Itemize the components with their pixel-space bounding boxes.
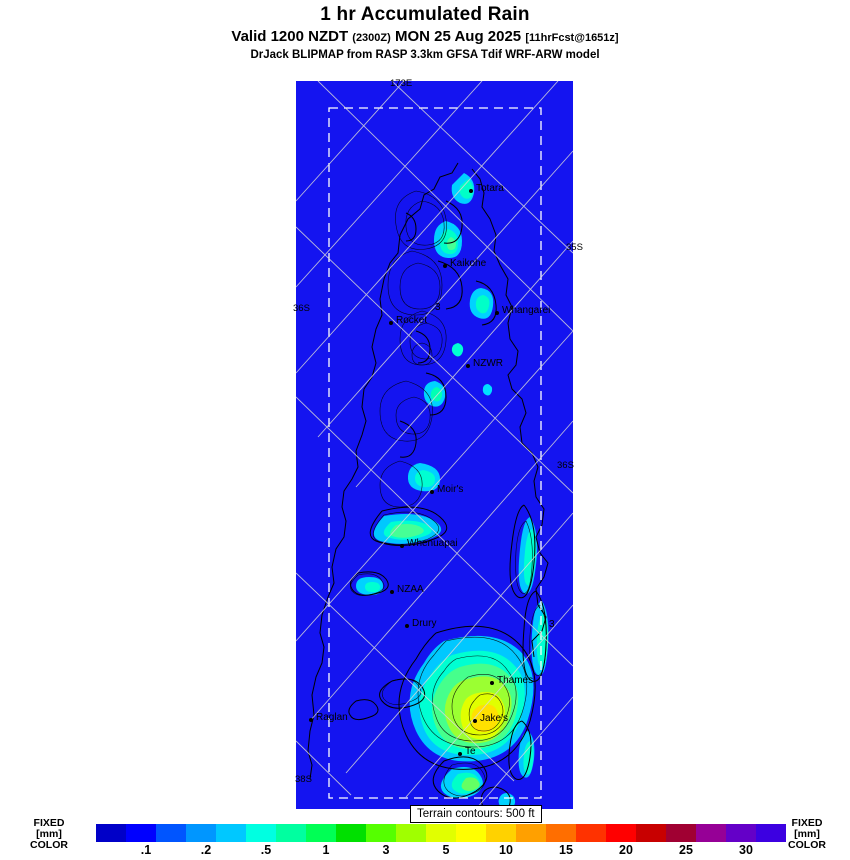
colorbar-swatch [516,824,546,842]
colorbar-tick: .5 [260,843,272,857]
colorbar-swatch [276,824,306,842]
contour-value-label: 3 [435,302,441,313]
station-label: Whangarei [502,305,551,316]
colorbar-tick: 10 [499,843,513,857]
legend-left-line2: [mm] [36,828,62,840]
station-marker [458,752,462,756]
colorbar-swatch [396,824,426,842]
colorbar-swatch [636,824,666,842]
legend-right [772,818,842,851]
colorbar-swatch [456,824,486,842]
terrain-contour-note: Terrain contours: 500 ft [410,805,542,823]
station-label: Jake's [480,713,509,724]
station-label: Whenuapai [407,538,458,549]
legend-left-line1: FIXED [33,817,65,829]
station-label: Thames [497,675,534,686]
legend-right-line2: [mm] [794,828,820,840]
station-marker [405,624,409,628]
colorbar-tick: 25 [679,843,693,857]
forecast-tag: [11hrFcst@1651z] [525,32,619,44]
station-marker [400,544,404,548]
colorbar-swatch [186,824,216,842]
station-marker [469,189,473,193]
colorbar-tick: 15 [559,843,573,857]
colorbar-swatch [546,824,576,842]
station-marker [443,264,447,268]
model-source-line: DrJack BLIPMAP from RASP 3.3km GFSA Tdif WRF-ARW model [250,49,600,61]
rain-map[interactable] [296,81,573,809]
contour-value-label: 3 [549,619,555,630]
station-label: Raglan [316,712,348,723]
station-label: NZAA [397,584,424,595]
colorbar-swatch [696,824,726,842]
colorbar-tick-labels [96,843,786,857]
colorbar-swatch [366,824,396,842]
legend-right-line3: COLOR [788,839,826,851]
station-label: NZWR [473,358,503,369]
valid-time-line [0,28,850,45]
legend-left [14,818,84,851]
colorbar-swatch [96,824,126,842]
station-marker [466,364,470,368]
colorbar-tick: .2 [200,843,212,857]
colorbar-tick: 1 [322,843,330,857]
colorbar-swatch [306,824,336,842]
graticule-label: 36S [557,460,574,471]
legend-left-line3: COLOR [30,839,68,851]
colorbar-tick: 20 [619,843,633,857]
colorbar-swatch [336,824,366,842]
station-marker [473,719,477,723]
colorbar-swatch [156,824,186,842]
station-marker [490,681,494,685]
graticule-label: 35S [566,242,583,253]
station-label: Totara [476,183,504,194]
station-label: Te [465,746,476,757]
colorbar-tick: 30 [739,843,753,857]
station-marker [430,490,434,494]
station-label: Kaikohe [450,258,487,269]
colorbar-tick: 3 [382,843,390,857]
station-label: Drury [412,618,437,629]
graticule-label: 36S [293,303,310,314]
station-label: Rocket [396,315,428,326]
valid-time-main: Valid 1200 NZDT [231,28,349,45]
colorbar-swatch [486,824,516,842]
colorbar [96,824,786,842]
page-title: 1 hr Accumulated Rain [320,4,530,25]
station-marker [495,311,499,315]
graticule-label: 173E [390,78,413,89]
legend-right-line1: FIXED [791,817,823,829]
station-label: Moir's [437,484,464,495]
colorbar-tick: 5 [442,843,450,857]
colorbar-swatch [216,824,246,842]
valid-time-utc: (2300Z) [352,32,391,44]
station-marker [309,718,313,722]
colorbar-tick: .1 [140,843,152,857]
colorbar-swatch [606,824,636,842]
colorbar-swatch [666,824,696,842]
colorbar-swatch [726,824,756,842]
colorbar-swatch [246,824,276,842]
colorbar-swatch [426,824,456,842]
graticule-label: 38S [295,774,312,785]
colorbar-swatch [576,824,606,842]
valid-time-date: MON 25 Aug 2025 [394,28,522,45]
station-marker [390,590,394,594]
station-marker [389,321,393,325]
colorbar-swatch [126,824,156,842]
